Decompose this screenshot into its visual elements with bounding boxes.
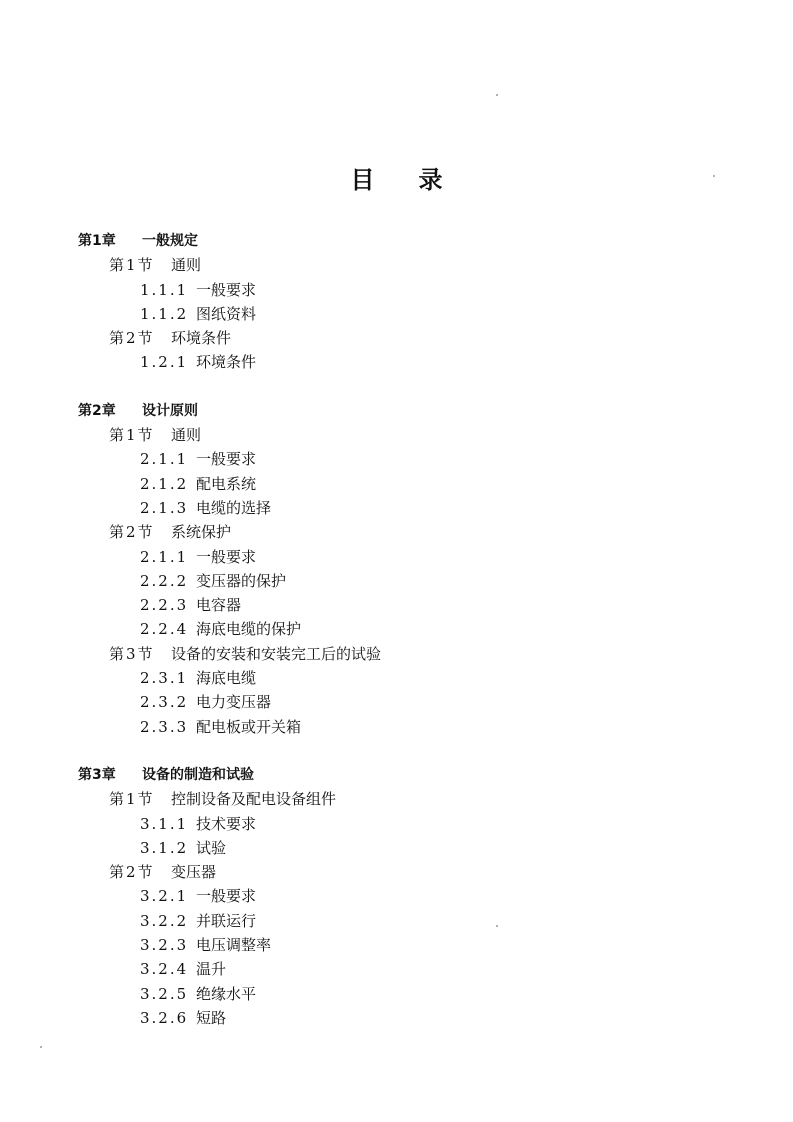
toc-item-number: 3.2.4 [140, 960, 189, 979]
toc-chapter-title: 设计原则 [142, 402, 198, 419]
toc-item[interactable] [0, 302, 793, 326]
toc-item-title: 并联运行 [196, 911, 257, 930]
toc-item-title: 电压调整率 [196, 936, 272, 955]
toc-section[interactable] [0, 860, 793, 884]
toc-chapter-title: 一般规定 [142, 233, 198, 249]
scan-speck [496, 925, 498, 927]
toc-item-number: 2.3.2 [140, 693, 189, 712]
page-title-char: 目 [350, 166, 375, 194]
toc-item-number: 1.1.2 [140, 304, 189, 323]
toc-item[interactable] [0, 982, 793, 1006]
toc-item-title: 试验 [196, 838, 227, 857]
toc-item[interactable] [0, 836, 793, 860]
toc-item-title: 电缆的选择 [196, 498, 272, 517]
toc-section[interactable] [0, 423, 793, 447]
toc-item-number: 3.2.2 [140, 911, 189, 930]
toc-item[interactable] [0, 812, 793, 836]
toc-item-number: 3.2.6 [140, 1008, 189, 1027]
scan-speck [40, 1046, 42, 1048]
toc-item-number: 2.1.2 [140, 474, 189, 493]
toc-section[interactable] [0, 520, 793, 544]
toc-chapter-heading[interactable] [0, 399, 793, 423]
toc-item[interactable] [0, 496, 793, 520]
toc-item-number: 2.1.1 [140, 547, 189, 566]
toc-section-number: 第1节 [109, 426, 155, 445]
page-title-char: 录 [418, 166, 443, 194]
toc-section-number: 第2节 [109, 863, 155, 882]
toc-item-title: 技术要求 [196, 814, 257, 833]
toc-section-title: 控制设备及配电设备组件 [171, 790, 337, 809]
toc-item-title: 短路 [196, 1008, 227, 1027]
toc-item[interactable] [0, 447, 793, 471]
toc-item-title: 图纸资料 [196, 304, 257, 323]
toc-item-title: 海底电缆的保护 [196, 620, 302, 639]
toc-item-title: 配电系统 [196, 474, 257, 493]
toc-section-title: 系统保护 [171, 523, 232, 542]
toc-section[interactable] [0, 326, 793, 350]
toc-chapter-heading[interactable] [0, 229, 793, 253]
table-of-contents [0, 229, 793, 1030]
toc-item-title: 绝缘水平 [196, 984, 257, 1003]
toc-item-title: 一般要求 [196, 280, 257, 299]
toc-item[interactable] [0, 715, 793, 739]
toc-chapter-title: 设备的制造和试验 [142, 766, 254, 783]
toc-item-number: 1.2.1 [140, 353, 189, 372]
toc-item-title: 一般要求 [196, 887, 257, 906]
toc-item[interactable] [0, 690, 793, 714]
toc-item[interactable] [0, 884, 793, 908]
toc-item-title: 变压器的保护 [196, 571, 287, 590]
toc-item[interactable] [0, 666, 793, 690]
toc-item-number: 2.3.1 [140, 669, 189, 688]
toc-item[interactable] [0, 569, 793, 593]
scan-speck [713, 175, 715, 177]
toc-item-number: 3.2.1 [140, 887, 189, 906]
toc-item-title: 配电板或开关箱 [196, 717, 302, 736]
toc-chapter-number: 第2章 [78, 402, 116, 419]
toc-section-title: 通则 [171, 426, 202, 445]
toc-chapter [0, 763, 793, 1030]
toc-item-number: 2.3.3 [140, 717, 189, 736]
toc-item[interactable] [0, 278, 793, 302]
toc-item[interactable] [0, 933, 793, 957]
toc-chapter-heading[interactable] [0, 763, 793, 787]
toc-item-title: 温升 [196, 960, 227, 979]
toc-item-number: 3.1.2 [140, 838, 189, 857]
toc-item-title: 电力变压器 [196, 693, 272, 712]
toc-section-title: 环境条件 [171, 329, 232, 348]
toc-item-title: 电容器 [196, 596, 242, 615]
toc-item-title: 一般要求 [196, 547, 257, 566]
toc-chapter [0, 229, 793, 375]
toc-item-number: 2.2.4 [140, 620, 189, 639]
toc-item-title: 环境条件 [196, 353, 257, 372]
toc-item[interactable] [0, 350, 793, 374]
toc-item-number: 2.1.3 [140, 498, 189, 517]
toc-section-number: 第3节 [109, 644, 155, 663]
toc-item-number: 2.1.1 [140, 450, 189, 469]
toc-section-number: 第1节 [109, 790, 155, 809]
toc-section-title: 变压器 [171, 863, 217, 882]
toc-section-number: 第1节 [109, 256, 155, 275]
toc-item-number: 3.2.3 [140, 936, 189, 955]
toc-item-title: 海底电缆 [196, 669, 257, 688]
toc-chapter-number: 第1章 [78, 233, 116, 249]
toc-item-number: 2.2.3 [140, 596, 189, 615]
toc-item-number: 1.1.1 [140, 280, 189, 299]
toc-item[interactable] [0, 1006, 793, 1030]
toc-item-number: 3.1.1 [140, 814, 189, 833]
scan-speck [496, 94, 498, 96]
toc-item[interactable] [0, 472, 793, 496]
toc-item[interactable] [0, 909, 793, 933]
toc-section-number: 第2节 [109, 329, 155, 348]
toc-section-number: 第2节 [109, 523, 155, 542]
toc-item-number: 3.2.5 [140, 984, 189, 1003]
toc-item[interactable] [0, 545, 793, 569]
toc-section[interactable] [0, 253, 793, 277]
toc-chapter [0, 399, 793, 739]
toc-item-title: 一般要求 [196, 450, 257, 469]
toc-item[interactable] [0, 593, 793, 617]
page-title [0, 164, 793, 196]
toc-item-number: 2.2.2 [140, 571, 189, 590]
toc-item[interactable] [0, 957, 793, 981]
toc-section[interactable] [0, 787, 793, 811]
toc-section-title: 通则 [171, 256, 202, 275]
toc-section-title: 设备的安装和安装完工后的试验 [171, 644, 382, 663]
toc-item[interactable] [0, 617, 793, 641]
toc-section[interactable] [0, 642, 793, 666]
toc-chapter-number: 第3章 [78, 766, 116, 783]
